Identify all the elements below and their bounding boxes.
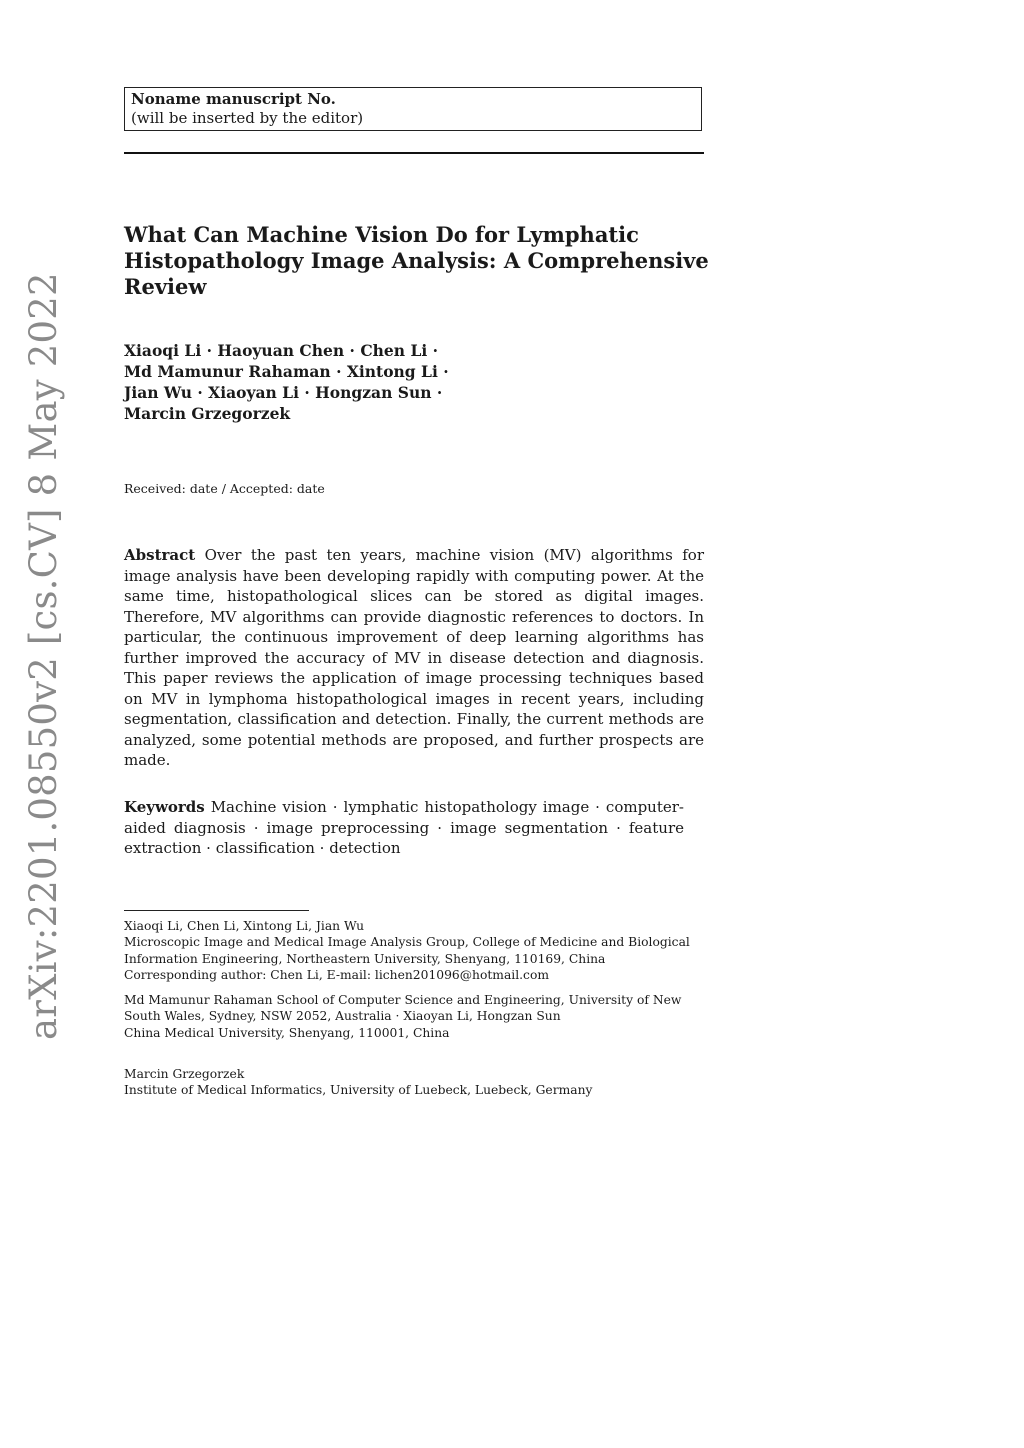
affiliation-line: Xiaoqi Li, Chen Li, Xintong Li, Jian Wu xyxy=(124,919,365,933)
keywords xyxy=(124,797,684,859)
abstract-text: Over the past ten years, machine vision (MV) algorithms for image analysis have been developing rapidly with computing power. At the same time, histopathological slices can be stored as digital images. Therefore, MV algorithms can provide diagnostic references to doctors. In particular, the continuous improvement of deep learning algorithms has further improved the accuracy of MV in disease detection and diagnosis. This paper reviews the application of image processing techniques based on MV in lymphoma histopathological images in recent years, including segmentation, classification and detection. Finally, the current methods are analyzed, some potential methods are proposed, and further prospects are made. xyxy=(124,546,704,769)
title-line-1: What Can Machine Vision Do for Lymphatic xyxy=(124,222,639,247)
footnote-rule xyxy=(124,910,309,911)
affiliation-line: South Wales, Sydney, NSW 2052, Australia · Xiaoyan Li, Hongzan Sun xyxy=(124,1009,561,1024)
affiliation-line: Microscopic Image and Medical Image Analysis Group, College of Medicine and Biological xyxy=(124,935,690,950)
paper-title xyxy=(124,222,724,300)
affiliation-line: Institute of Medical Informatics, University of Luebeck, Luebeck, Germany xyxy=(124,1083,593,1098)
title-line-2: Histopathology Image Analysis: A Comprehensive xyxy=(124,248,709,273)
received-date: Received: date / Accepted: date xyxy=(124,481,325,496)
author-list xyxy=(124,340,704,424)
author-line-3: Jian Wu · Xiaoyan Li · Hongzan Sun · xyxy=(124,383,443,402)
manuscript-label: Noname manuscript No. xyxy=(131,90,336,108)
affiliation-group-1 xyxy=(124,918,709,983)
author-line-2: Md Mamunur Rahaman · Xintong Li · xyxy=(124,362,449,381)
affiliation-line: Corresponding author: Chen Li, E-mail: lichen201096@hotmail.com xyxy=(124,967,550,982)
affiliation-line: Marcin Grzegorzek xyxy=(124,1067,245,1081)
author-line-4: Marcin Grzegorzek xyxy=(124,404,291,423)
affiliation-group-3 xyxy=(124,1066,709,1099)
arxiv-stamp: arXiv:2201.08550v2 [cs.CV] 8 May 2022 xyxy=(22,272,65,1040)
abstract xyxy=(124,545,704,771)
author-line-1: Xiaoqi Li · Haoyuan Chen · Chen Li · xyxy=(124,341,439,360)
affiliation-line: Information Engineering, Northeastern University, Shenyang, 110169, China xyxy=(124,951,606,966)
affiliation-line: Md Mamunur Rahaman School of Computer Science and Engineering, University of New xyxy=(124,993,682,1007)
keywords-label: Keywords xyxy=(124,798,205,816)
editor-note: (will be inserted by the editor) xyxy=(131,109,364,127)
abstract-label: Abstract xyxy=(124,546,196,564)
keywords-text: Machine vision · lymphatic histopathology image · computer-aided diagnosis · image preprocessing · image segmentation · feature extraction · classification · detection xyxy=(124,798,684,857)
header-rule xyxy=(124,152,704,154)
title-line-3: Review xyxy=(124,274,207,299)
affiliation-line: China Medical University, Shenyang, 110001, China xyxy=(124,1025,450,1040)
affiliation-group-2 xyxy=(124,992,709,1041)
editor-note-box xyxy=(124,87,702,131)
